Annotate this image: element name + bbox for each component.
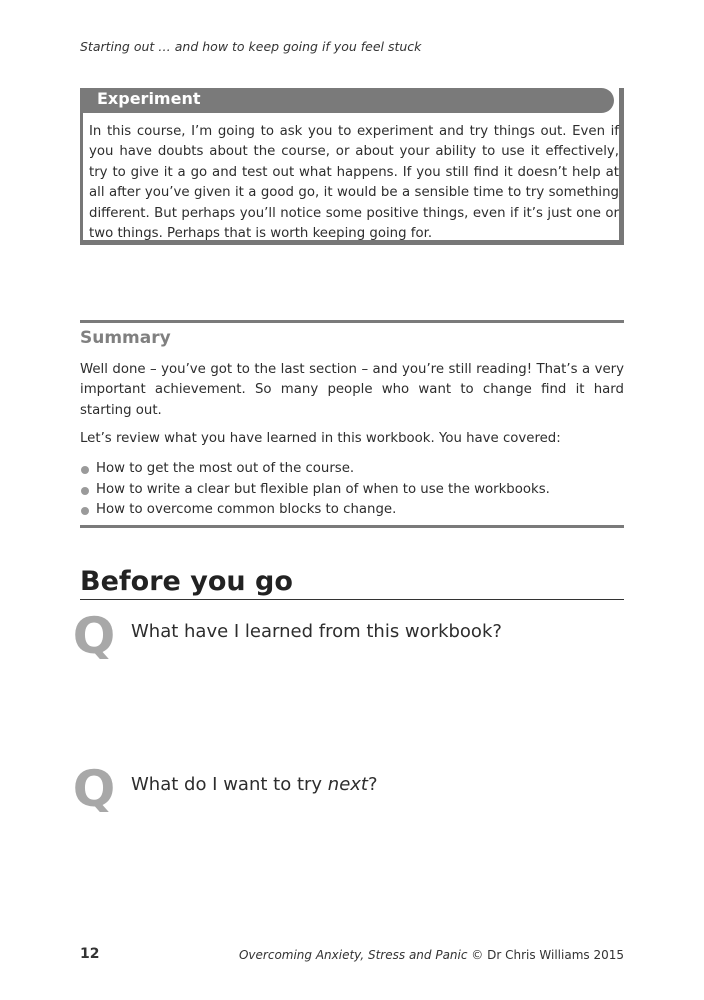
list-item: How to get the most out of the course. [80, 461, 550, 482]
copyright: © Dr Chris Williams 2015 [467, 948, 624, 962]
question-2: What do I want to try next? [131, 774, 378, 795]
footer-credit [239, 948, 624, 962]
question-q-icon [70, 611, 118, 659]
running-head: Starting out … and how to keep going if you feel stuck [80, 39, 422, 54]
list-item: How to write a clear but flexible plan of when to use the workbooks. [80, 482, 550, 503]
q-letter: Q [72, 764, 116, 812]
page-number: 12 [80, 946, 100, 962]
summary-list [80, 461, 550, 523]
summary-intro: Let’s review what you have learned in this workbook. You have covered: [80, 431, 561, 446]
summary-top-rule [80, 320, 624, 323]
question-q-icon [70, 764, 118, 812]
summary-bottom-rule [80, 525, 624, 528]
bullet-icon [81, 507, 89, 515]
experiment-title: Experiment [97, 89, 201, 108]
summary-title: Summary [80, 328, 171, 348]
section-heading-rule [80, 599, 624, 600]
list-item: How to overcome common blocks to change. [80, 502, 550, 523]
question-1: What have I learned from this workbook? [131, 621, 502, 642]
experiment-body: In this course, I’m going to ask you to experiment and try things out. Even if you have doubts about the course, or about your ability to use it effectively, try to give it a go and test out what happens. If you still find it doesn’t help at all after you’ve given it a good go, it would be a sensible time to try something different. But perhaps you’ll notice some positive things, even if it’s just one or two things. Perhaps that is worth keeping going for. [89, 124, 619, 242]
section-heading: Before you go [80, 566, 293, 597]
bullet-icon [81, 487, 89, 495]
summary-body: Well done – you’ve got to the last section – and you’re still reading! That’s a very important achievement. So many people who want to change find it hard starting out. [80, 362, 624, 418]
book-title: Overcoming Anxiety, Stress and Panic [238, 948, 468, 962]
bullet-icon [81, 466, 89, 474]
q-letter: Q [72, 611, 116, 659]
